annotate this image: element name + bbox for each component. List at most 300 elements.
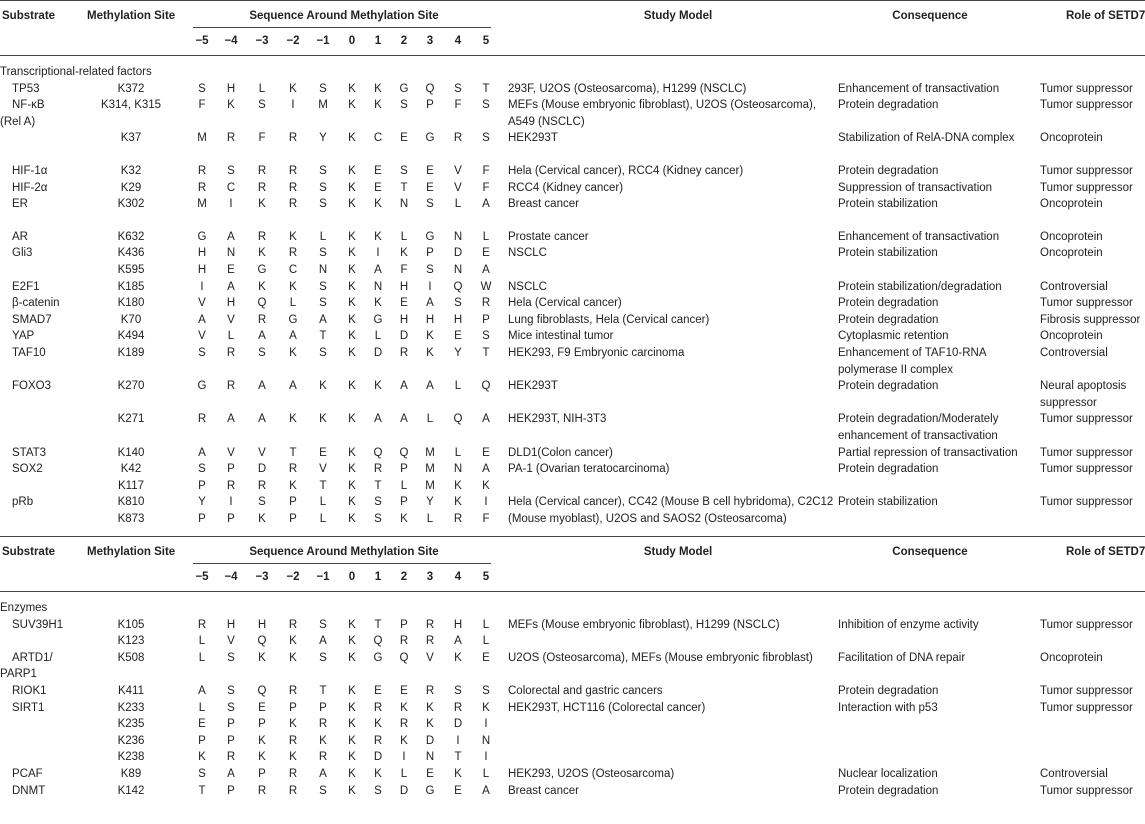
residue: S <box>198 347 206 359</box>
substrate-name: YAP <box>12 330 35 343</box>
residue: G <box>257 264 267 276</box>
residue: S <box>198 768 206 780</box>
residue: K <box>258 651 266 664</box>
residue: K <box>374 198 382 211</box>
table-row <box>0 345 1145 376</box>
table-row <box>0 766 1145 782</box>
residue: P <box>198 734 206 747</box>
residue: A <box>198 313 206 326</box>
residue: A <box>482 198 490 211</box>
residue: S <box>374 496 382 509</box>
residue: K <box>198 751 206 764</box>
residue: R <box>288 463 298 476</box>
substrate-name: Gli3 <box>12 247 33 260</box>
residue: R <box>425 618 435 631</box>
header-position: 2 <box>400 571 408 583</box>
table-row <box>0 445 1145 461</box>
header-sequence: Sequence Around Methylation Site <box>249 10 439 22</box>
residue: N <box>425 751 435 764</box>
residue: K <box>289 751 297 764</box>
residue: K <box>348 635 356 648</box>
residue: F <box>482 181 490 194</box>
table-row <box>0 733 1145 749</box>
residue: K <box>348 165 356 177</box>
residue: P <box>198 513 206 525</box>
residue: R <box>257 784 267 797</box>
residue: L <box>258 82 266 95</box>
methylation-site: K271 <box>117 413 145 426</box>
residue: V <box>426 651 434 664</box>
table-row <box>0 130 1145 146</box>
residue: A <box>198 685 206 697</box>
header-position: −1 <box>316 35 330 47</box>
role-of-setd7: Tumor suppressor <box>1040 463 1133 476</box>
role-of-setd7: Controversial <box>1040 347 1108 359</box>
residue: K <box>348 198 356 211</box>
consequence: Enhancement of TAF10-RNA <box>838 347 987 359</box>
residue: Q <box>257 685 267 697</box>
table-row <box>0 749 1145 765</box>
residue: S <box>319 165 327 177</box>
residue: V <box>227 446 235 459</box>
residue: D <box>373 751 383 764</box>
residue: R <box>288 768 298 780</box>
residue: F <box>198 99 206 112</box>
role-of-setd7: Neural apoptosis <box>1040 380 1127 393</box>
residue: K <box>348 463 356 476</box>
substrate-name: E2F1 <box>12 280 40 293</box>
header-position: 3 <box>426 571 434 583</box>
residue: K <box>348 618 356 631</box>
residue: K <box>319 734 327 747</box>
residue: K <box>348 313 356 326</box>
consequence: Facilitation of DNA repair <box>838 651 966 664</box>
residue: K <box>348 768 356 780</box>
residue: K <box>348 330 356 343</box>
residue: E <box>258 701 266 714</box>
header-consequence: Consequence <box>892 546 968 558</box>
residue: K <box>348 264 356 276</box>
residue: L <box>454 198 462 211</box>
residue: G <box>373 313 383 326</box>
substrate-name: ARTD1/ <box>12 651 53 664</box>
consequence: Protein degradation <box>838 165 939 177</box>
header-role: Role of SETD7 <box>1066 546 1145 558</box>
header-position: 3 <box>426 35 434 47</box>
residue: S <box>319 784 327 797</box>
role-of-setd7: Oncoprotein <box>1040 651 1103 664</box>
methylation-site: K29 <box>120 181 142 194</box>
residue: Q <box>373 446 383 459</box>
residue: P <box>227 463 235 476</box>
residue: H <box>226 297 236 310</box>
residue: P <box>227 734 235 747</box>
residue: T <box>319 330 327 343</box>
study-model: NSCLC <box>508 280 547 293</box>
residue: K <box>348 496 356 509</box>
residue: R <box>197 165 207 177</box>
consequence: Enhancement of transactivation <box>838 82 1000 95</box>
residue: L <box>227 330 235 343</box>
header-study-model: Study Model <box>643 10 713 22</box>
residue: K <box>454 768 462 780</box>
residue: R <box>288 165 298 177</box>
consequence: Protein degradation <box>838 784 939 797</box>
residue: I <box>484 496 488 509</box>
header-role: Role of SETD7 <box>1066 10 1145 22</box>
substrate-name: SMAD7 <box>12 313 52 326</box>
residue: K <box>348 347 356 359</box>
consequence: enhancement of transactivation <box>838 429 998 442</box>
residue: G <box>197 380 207 393</box>
study-model: U2OS (Osteosarcoma), MEFs (Mouse embryonic fibroblast) <box>508 651 813 664</box>
residue: A <box>482 264 490 276</box>
residue: K <box>348 280 356 293</box>
residue: L <box>319 230 327 243</box>
study-model: A549 (NSCLC) <box>508 115 585 128</box>
study-model: HEK293T, NIH-3T3 <box>508 413 607 426</box>
residue: K <box>289 413 297 426</box>
residue: D <box>399 784 409 797</box>
residue: R <box>226 380 236 393</box>
methylation-site: K508 <box>117 651 145 664</box>
table-row <box>0 683 1145 699</box>
residue: R <box>288 198 298 211</box>
residue: K <box>426 701 434 714</box>
sequence-header-rule <box>193 563 491 564</box>
residue: K <box>289 651 297 664</box>
residue: K <box>348 701 356 714</box>
residue: A <box>374 264 382 276</box>
table-row <box>0 511 1145 527</box>
residue: K <box>348 82 356 95</box>
residue: K <box>426 718 434 731</box>
header-position: 4 <box>454 571 462 583</box>
table-row <box>0 97 1145 128</box>
residue: A <box>227 768 235 780</box>
residue: K <box>348 230 356 243</box>
consequence: Stabilization of RelA-DNA complex <box>838 132 1015 145</box>
residue: M <box>318 99 328 112</box>
residue: K <box>258 198 266 211</box>
methylation-site: K142 <box>117 784 145 797</box>
substrate-name: NF-κB <box>12 99 45 112</box>
methylation-site: K372 <box>117 82 145 95</box>
residue: H <box>226 618 236 631</box>
consequence: Protein stabilization/degradation <box>838 280 1002 293</box>
residue: L <box>482 618 490 631</box>
residue: K <box>348 380 356 393</box>
residue: V <box>258 446 266 459</box>
role-of-setd7: Tumor suppressor <box>1040 99 1133 112</box>
residue: L <box>198 651 206 664</box>
residue: M <box>425 446 435 459</box>
methylation-site: K494 <box>117 330 145 343</box>
residue: T <box>482 347 490 359</box>
residue: D <box>453 247 463 260</box>
residue: K <box>426 330 434 343</box>
table-row <box>0 617 1145 633</box>
residue: D <box>257 463 267 476</box>
substrate-name: TAF10 <box>12 347 46 359</box>
role-of-setd7: Oncoprotein <box>1040 330 1103 343</box>
residue: S <box>319 297 327 310</box>
residue: A <box>258 413 266 426</box>
substrate-name: PARP1 <box>0 668 37 681</box>
residue: S <box>319 82 327 95</box>
residue: H <box>197 247 207 260</box>
header-position: 5 <box>482 571 490 583</box>
residue: S <box>426 198 434 211</box>
methylation-site: K810 <box>117 496 145 509</box>
residue: K <box>289 280 297 293</box>
residue: R <box>453 132 463 145</box>
residue: Q <box>425 82 435 95</box>
residue: C <box>373 132 383 145</box>
residue: E <box>454 330 462 343</box>
role-of-setd7: Oncoprotein <box>1040 230 1103 243</box>
study-model: MEFs (Mouse embryonic fibroblast), U2OS (Osteosarcoma), <box>508 99 817 112</box>
residue: T <box>482 82 490 95</box>
residue: N <box>453 230 463 243</box>
residue: L <box>198 701 206 714</box>
sequence-header-rule <box>193 27 491 28</box>
residue: T <box>400 181 408 194</box>
consequence: Interaction with p53 <box>838 701 938 714</box>
residue: H <box>399 280 409 293</box>
residue: A <box>426 297 434 310</box>
substrate-name: TP53 <box>12 82 40 95</box>
substrate-name: HIF-2α <box>12 181 48 194</box>
substrate-name: FOXO3 <box>12 380 51 393</box>
study-model: PA-1 (Ovarian teratocarcinoma) <box>508 463 670 476</box>
residue: R <box>257 181 267 194</box>
header-position: −3 <box>255 571 269 583</box>
residue: F <box>400 264 408 276</box>
residue: L <box>289 297 297 310</box>
residue: K <box>400 734 408 747</box>
study-model: RCC4 (Kidney cancer) <box>508 181 624 194</box>
section-label: Transcriptional-related factors <box>0 66 152 78</box>
residue: Q <box>481 380 491 393</box>
residue: Y <box>198 496 206 509</box>
study-model: Hela (Cervical cancer) <box>508 297 622 310</box>
study-model: Breast cancer <box>508 784 579 797</box>
table-row <box>0 783 1145 799</box>
header-position: −4 <box>224 571 238 583</box>
residue: L <box>454 380 462 393</box>
residue: R <box>481 297 491 310</box>
residue: L <box>319 513 327 525</box>
residue: N <box>453 264 463 276</box>
residue: K <box>348 718 356 731</box>
residue: K <box>348 734 356 747</box>
residue: I <box>291 99 295 112</box>
table-row <box>0 295 1145 311</box>
residue: K <box>348 297 356 310</box>
residue: S <box>258 496 266 509</box>
residue: K <box>348 247 356 260</box>
residue: E <box>482 446 490 459</box>
substrate-name: RIOK1 <box>12 685 47 697</box>
consequence: Protein degradation <box>838 463 939 476</box>
consequence: Cytoplasmic retention <box>838 330 949 343</box>
residue: F <box>454 99 462 112</box>
residue: S <box>258 347 266 359</box>
residue: F <box>482 513 490 525</box>
role-of-setd7: Oncoprotein <box>1040 247 1103 260</box>
role-of-setd7: Tumor suppressor <box>1040 181 1133 194</box>
residue: M <box>425 479 435 492</box>
residue: P <box>400 496 408 509</box>
residue: I <box>428 280 432 293</box>
residue: R <box>226 132 236 145</box>
residue: E <box>482 651 490 664</box>
residue: N <box>453 463 463 476</box>
residue: E <box>426 165 434 177</box>
residue: G <box>197 230 207 243</box>
header-position: 0 <box>348 571 356 583</box>
role-of-setd7: Oncoprotein <box>1040 198 1103 211</box>
header-position: 1 <box>374 35 382 47</box>
residue: G <box>425 132 435 145</box>
residue: S <box>227 651 235 664</box>
residue: M <box>197 132 207 145</box>
header-bottom-rule-2 <box>0 591 1145 592</box>
residue: E <box>400 685 408 697</box>
residue: T <box>319 685 327 697</box>
consequence: Protein degradation <box>838 380 939 393</box>
residue: K <box>348 132 356 145</box>
residue: V <box>454 181 462 194</box>
residue: S <box>374 784 382 797</box>
residue: A <box>227 413 235 426</box>
study-model: MEFs (Mouse embryonic fibroblast), H1299 (NSCLC) <box>508 618 780 631</box>
residue: S <box>482 132 490 145</box>
residue: R <box>373 463 383 476</box>
residue: F <box>482 165 490 177</box>
residue: K <box>482 479 490 492</box>
residue: H <box>399 313 409 326</box>
methylation-site: K411 <box>117 685 145 697</box>
residue: K <box>319 413 327 426</box>
table-row <box>0 312 1145 328</box>
methylation-site: K238 <box>117 751 145 764</box>
residue: C <box>226 181 236 194</box>
substrate-name: PCAF <box>12 768 43 780</box>
residue: L <box>482 768 490 780</box>
table-row <box>0 716 1145 732</box>
section-label: Enzymes <box>0 602 48 614</box>
residue: E <box>319 446 327 459</box>
residue: Q <box>399 651 409 664</box>
residue: P <box>426 247 434 260</box>
residue: K <box>348 685 356 697</box>
methylation-site: K105 <box>117 618 145 631</box>
residue: A <box>289 330 297 343</box>
top-rule-2 <box>0 536 1145 537</box>
residue: Q <box>257 297 267 310</box>
residue: K <box>454 479 462 492</box>
residue: A <box>198 446 206 459</box>
substrate-name: SUV39H1 <box>12 618 64 631</box>
header-position: 0 <box>348 35 356 47</box>
methylation-site: K314, K315 <box>100 99 162 112</box>
residue: R <box>226 347 236 359</box>
residue: I <box>229 496 233 509</box>
substrate-name: AR <box>12 230 28 243</box>
residue: Y <box>454 347 462 359</box>
residue: N <box>481 734 491 747</box>
residue: I <box>229 198 233 211</box>
methylation-site: K235 <box>117 718 145 731</box>
consequence: Protein stabilization <box>838 198 938 211</box>
methylation-site: K42 <box>120 463 142 476</box>
residue: K <box>289 635 297 648</box>
residue: K <box>400 247 408 260</box>
header-position: 5 <box>482 35 490 47</box>
table-row <box>0 411 1145 442</box>
residue: R <box>399 347 409 359</box>
residue: S <box>319 618 327 631</box>
residue: K <box>374 718 382 731</box>
substrate-name: DNMT <box>12 784 46 797</box>
residue: R <box>399 635 409 648</box>
methylation-site: K233 <box>117 701 145 714</box>
residue: P <box>258 718 266 731</box>
role-of-setd7: Tumor suppressor <box>1040 297 1133 310</box>
study-model: Breast cancer <box>508 198 579 211</box>
residue: A <box>227 230 235 243</box>
consequence: Nuclear localization <box>838 768 938 780</box>
role-of-setd7: Oncoprotein <box>1040 132 1103 145</box>
residue: V <box>227 313 235 326</box>
residue: K <box>374 82 382 95</box>
residue: K <box>289 230 297 243</box>
role-of-setd7: Fibrosis suppressor <box>1040 313 1141 326</box>
residue: S <box>319 347 327 359</box>
residue: K <box>227 99 235 112</box>
methylation-site: K270 <box>117 380 145 393</box>
table-row <box>0 478 1145 494</box>
header-position: −2 <box>286 571 300 583</box>
header-position: −2 <box>286 35 300 47</box>
residue: V <box>319 463 327 476</box>
residue: I <box>200 280 204 293</box>
table-row <box>0 461 1145 477</box>
study-model: Hela (Cervical cancer), CC42 (Mouse B cell hybridoma), C2C12 <box>508 496 834 509</box>
residue: I <box>456 734 460 747</box>
residue: N <box>373 280 383 293</box>
consequence: Suppression of transactivation <box>838 181 993 194</box>
residue: S <box>258 99 266 112</box>
header-position: −5 <box>195 35 209 47</box>
study-model: NSCLC <box>508 247 547 260</box>
residue: K <box>374 230 382 243</box>
role-of-setd7: Tumor suppressor <box>1040 446 1133 459</box>
residue: E <box>482 247 490 260</box>
methylation-site: K32 <box>120 165 142 177</box>
table-row <box>0 328 1145 344</box>
methylation-site: K140 <box>117 446 145 459</box>
methylation-site: K302 <box>117 198 145 211</box>
residue: D <box>399 330 409 343</box>
consequence: Protein stabilization <box>838 496 938 509</box>
residue: R <box>288 618 298 631</box>
role-of-setd7: suppressor <box>1040 396 1097 409</box>
header-position: −1 <box>316 571 330 583</box>
residue: A <box>482 463 490 476</box>
